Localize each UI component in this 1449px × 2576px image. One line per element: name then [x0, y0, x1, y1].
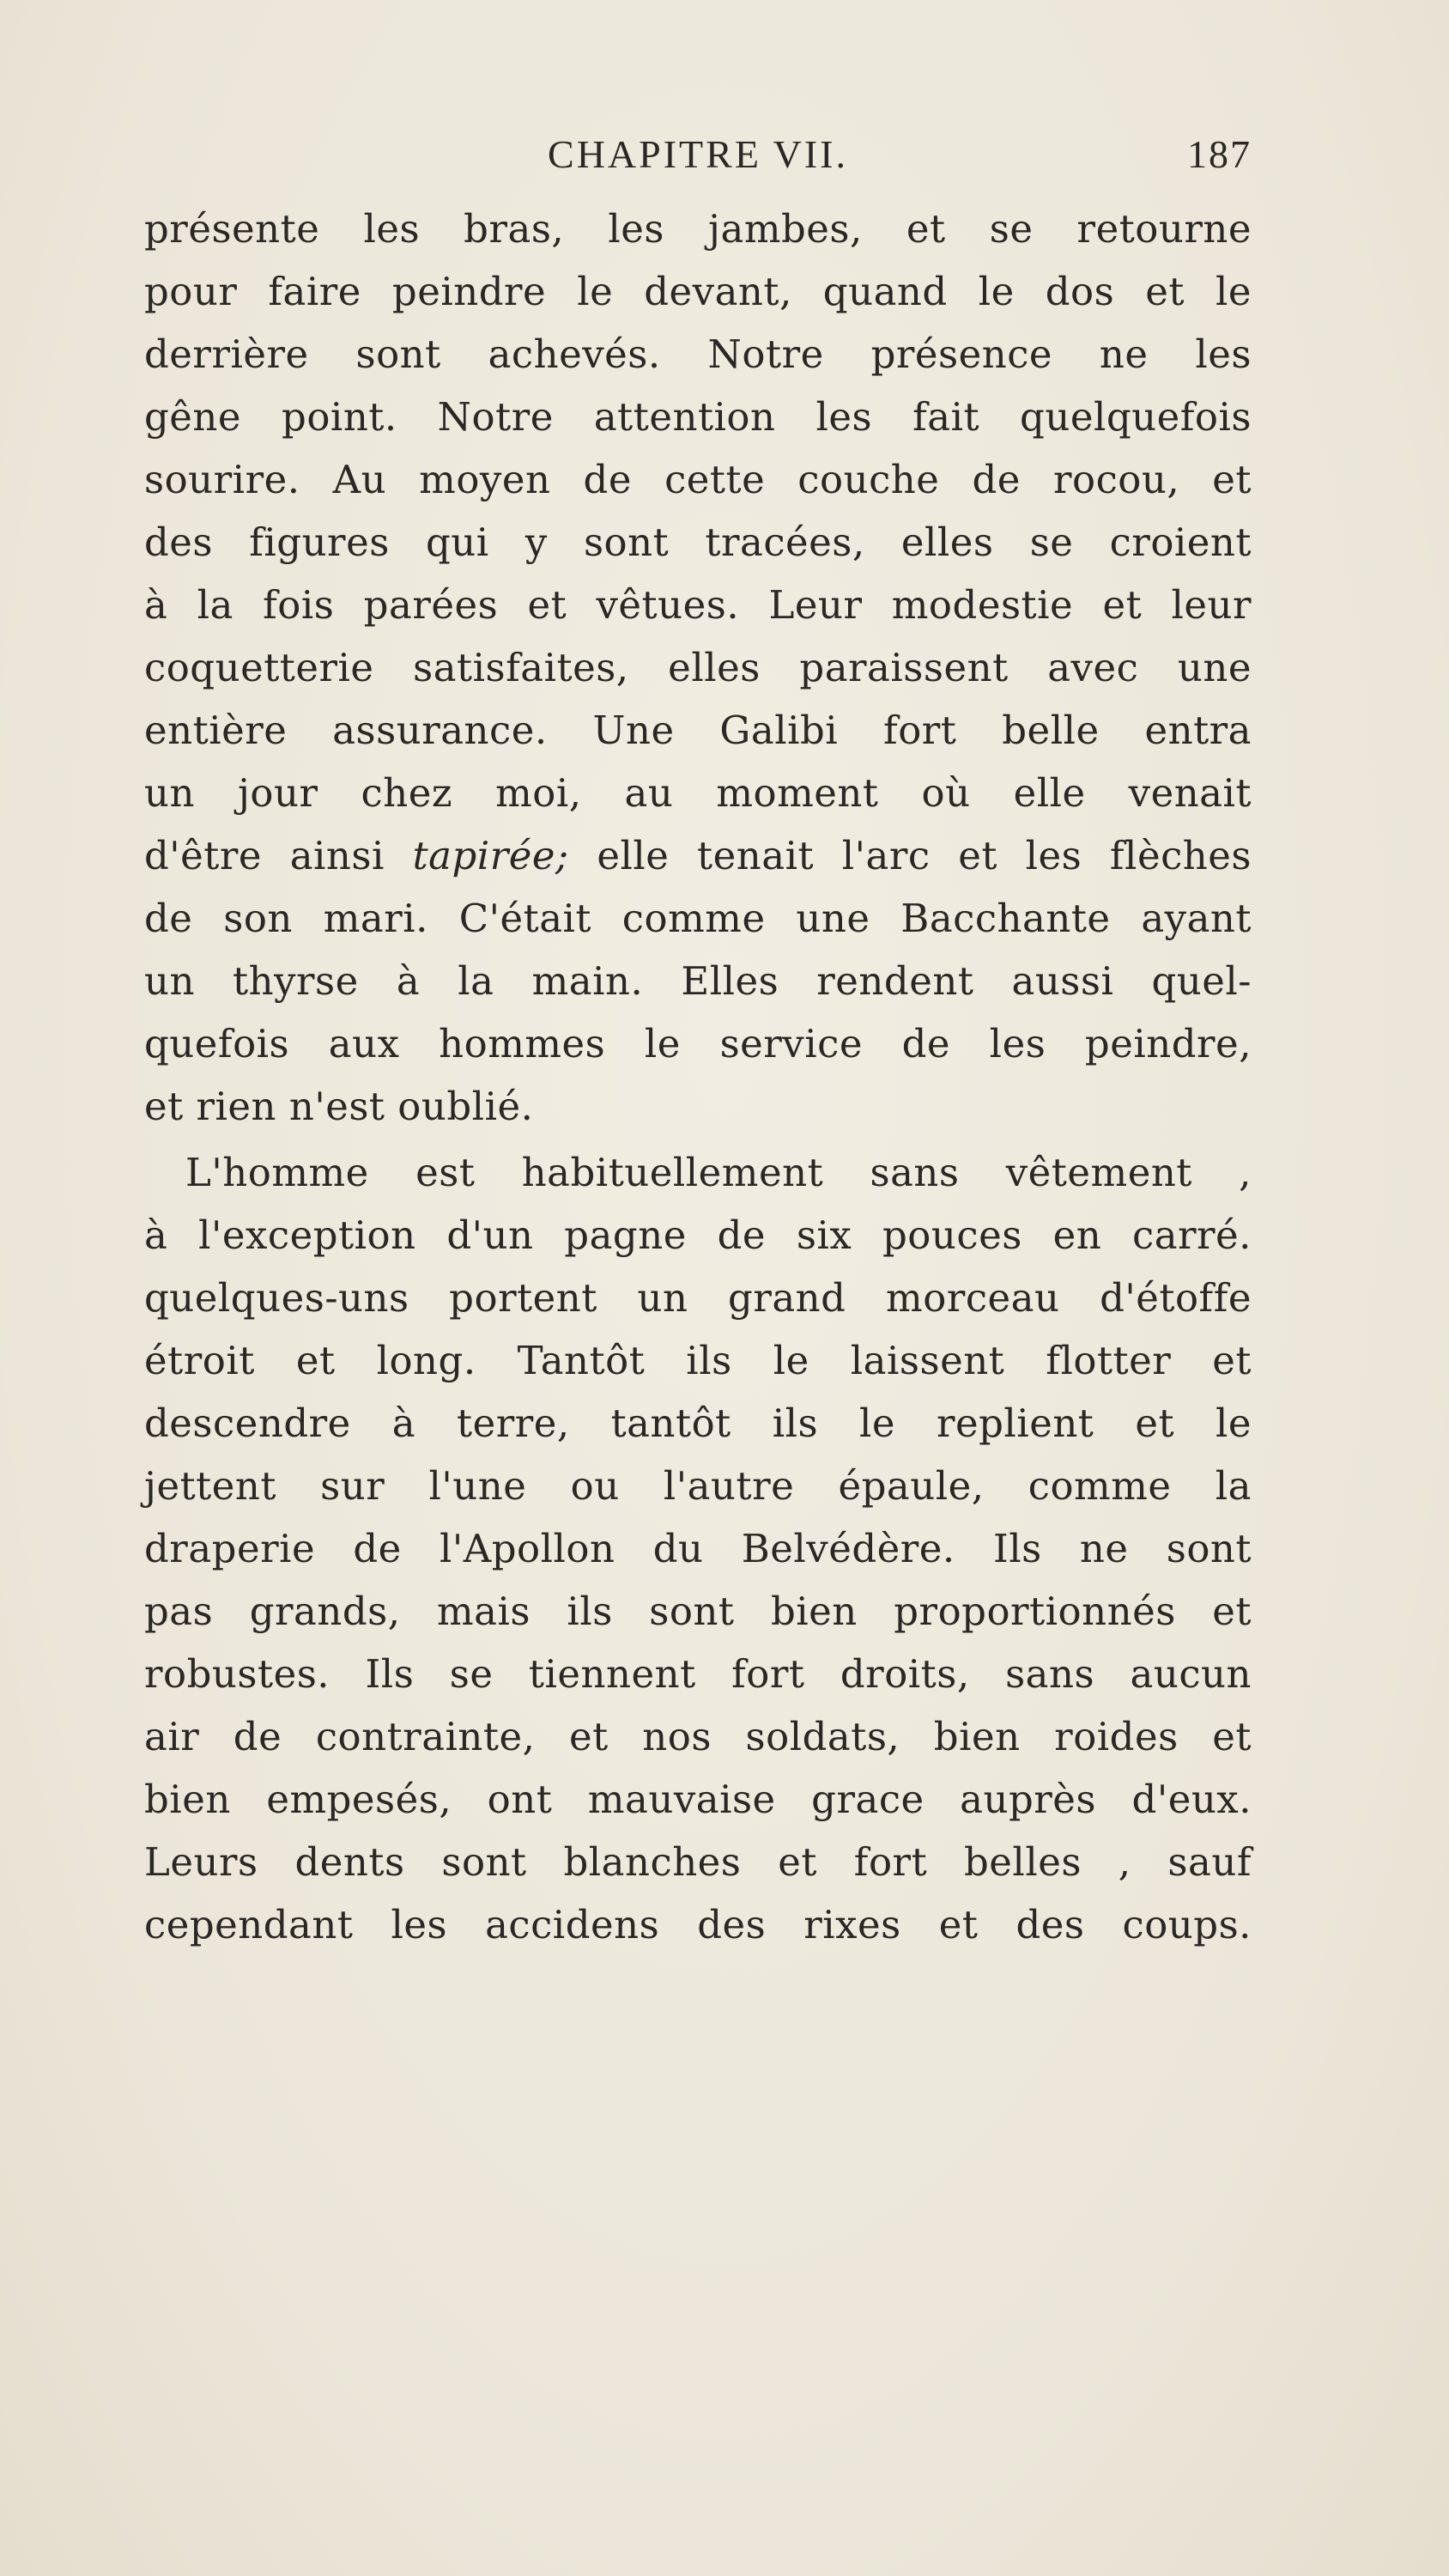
page-number: 187 — [1187, 132, 1252, 176]
text-line-20: descendre à terre, tantôt ils le replient et le — [144, 1400, 1252, 1446]
text-line-21: jettent sur l'une ou l'autre épaule, comme la — [144, 1463, 1252, 1509]
text-line-7: à la fois parées et vêtues. Leur modestie et leur — [144, 582, 1252, 628]
body-text — [144, 197, 1252, 1956]
text-line-11-before: d'être ainsi — [144, 833, 413, 878]
chapter-title: CHAPITRE VII. — [548, 132, 848, 176]
text-line-4: gêne point. Notre attention les fait quelquefois — [144, 394, 1252, 440]
text-line-18: quelques-uns portent un grand morceau d'étoffe — [144, 1275, 1252, 1321]
text-line-13: un thyrse à la main. Elles rendent aussi quel- — [144, 958, 1252, 1004]
text-line-26: bien empesés, ont mauvaise grace auprès d'eux. — [144, 1777, 1252, 1822]
text-line-5: sourire. Au moyen de cette couche de rocou, et — [144, 457, 1252, 502]
text-line-19: étroit et long. Tantôt ils le laissent flotter et — [144, 1338, 1252, 1383]
text-line-24: robustes. Ils se tiennent fort droits, sans aucun — [144, 1651, 1252, 1697]
text-line-8: coquetterie satisfaites, elles paraissent avec une — [144, 645, 1252, 690]
text-line-14: quefois aux hommes le service de les peindre, — [144, 1021, 1252, 1066]
text-line-17: à l'exception d'un pagne de six pouces en carré. — [144, 1212, 1252, 1258]
text-line-12: de son mari. C'était comme une Bacchante ayant — [144, 896, 1252, 941]
text-line-16: L'homme est habituellement sans vêtement , — [185, 1150, 1252, 1195]
text-line-11 — [144, 824, 1252, 887]
text-line-10: un jour chez moi, au moment où elle venait — [144, 770, 1252, 816]
italic-word-tapiree: tapirée; — [412, 833, 569, 878]
text-line-23: pas grands, mais ils sont bien proportionnés et — [144, 1589, 1252, 1634]
text-line-3: derrière sont achevés. Notre présence ne les — [144, 331, 1252, 377]
text-line-22: draperie de l'Apollon du Belvédère. Ils ne sont — [144, 1526, 1252, 1571]
text-line-11-after: elle tenait l'arc et les flèches — [568, 833, 1252, 878]
text-line-15: et rien n'est oublié. — [144, 1084, 534, 1129]
text-line-6: des figures qui y sont tracées, elles se croient — [144, 519, 1252, 565]
text-line-25: air de contrainte, et nos soldats, bien roides et — [144, 1714, 1252, 1759]
text-line-1: présente les bras, les jambes, et se retourne — [144, 206, 1252, 252]
text-line-2: pour faire peindre le devant, quand le dos et le — [144, 269, 1252, 314]
text-line-9: entière assurance. Une Galibi fort belle entra — [144, 708, 1252, 753]
running-head — [144, 129, 1252, 180]
text-line-27: Leurs dents sont blanches et fort belles , sauf — [144, 1839, 1252, 1885]
text-line-28: cependant les accidens des rixes et des coups. — [144, 1902, 1252, 1947]
